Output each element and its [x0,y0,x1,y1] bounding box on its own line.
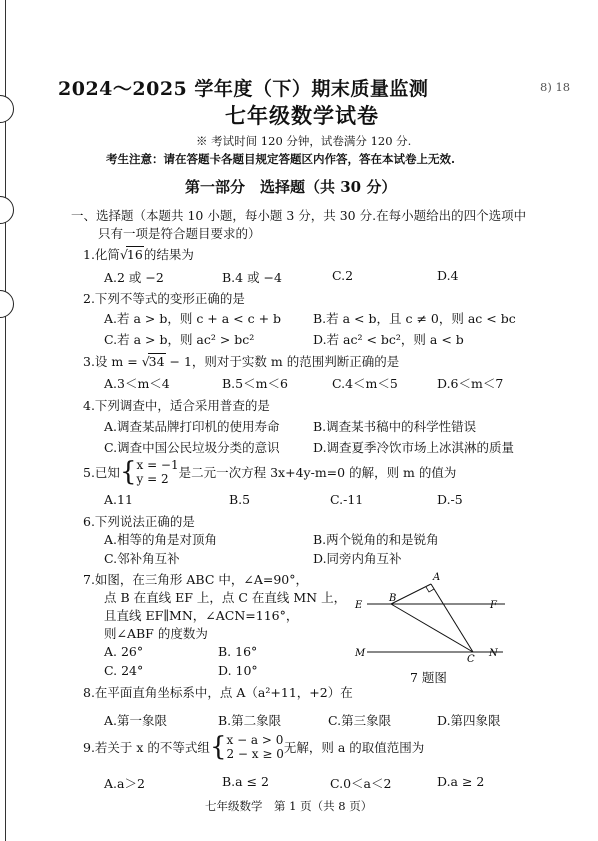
question-2-option-c: C.若 a > b，则 ac² > bc² [104,332,255,347]
question-9-option-d: D.a ≥ 2 [437,774,485,789]
question-3-option-d: D.6＜m＜7 [437,376,504,391]
question-2-option-a: A.若 a > b，则 c + a < c + b [104,311,282,326]
exam-notice: 考生注意：请在答题卡各题目规定答题区内作答，答在本试卷上无效. [106,152,455,166]
question-2-option-b: B.若 a < b，且 c ≠ 0，则 ac < bc [313,311,516,326]
question-8-stem: 8.在平面直角坐标系中，点 A（a²+11，+2）在 [83,685,353,700]
question-9-option-b: B.a ≤ 2 [222,774,269,789]
section-instructions: 只有一项是符合题目要求的） [98,226,261,241]
question-5-option-b: B.5 [229,492,251,507]
question-7-stem: 点 B 在直线 EF 上，点 C 在直线 MN 上， [104,590,347,605]
section-instructions: 一、选择题（本题共 10 小题，每小题 3 分，共 30 分.在每小题给出的四个选项中 [71,208,527,223]
question-7-option-a: A. 26° [104,644,144,659]
question-7-figure-caption: 7 题图 [410,670,447,685]
question-9-option-a: A.a＞2 [104,776,145,791]
question-6-option-a: A.相等的角是对顶角 [104,532,218,547]
binding-hole [0,290,14,318]
question-8-option-a: A.第一象限 [104,713,168,728]
question-3-option-a: A.3＜m＜4 [104,376,170,391]
segment-ac [431,584,473,652]
label-n: N [489,648,498,659]
question-7-stem: 7.如图，在三角形 ABC 中，∠A=90°， [83,572,309,587]
page-stamp: 8) 18 [540,80,571,94]
question-1-option-d: D.4 [437,268,459,283]
label-f: F [490,600,497,611]
binding-hole [0,95,14,123]
question-2-stem: 2.下列不等式的变形正确的是 [83,291,245,306]
question-6-option-d: D.同旁内角互补 [313,551,402,566]
binding-hole [0,196,14,224]
label-e: E [355,600,363,611]
question-4-option-d: D.调查夏季冷饮市场上冰淇淋的质量 [313,440,515,455]
question-7-figure [345,568,515,663]
question-7-option-b: B. 16° [218,644,258,659]
question-2-option-d: D.若 ac² < bc²，则 a < b [313,332,464,347]
question-4-option-c: C.调查中国公民垃圾分类的意识 [104,440,280,455]
question-3-option-c: C.4＜m＜5 [332,376,398,391]
label-a: A [433,572,441,583]
page-footer: 七年级数学 第 1 页（共 8 页） [205,799,373,813]
question-8-option-d: D.第四象限 [437,713,501,728]
question-1-option-c: C.2 [332,268,354,283]
label-b: B [389,593,397,604]
question-7-option-c: C. 24° [104,663,144,678]
exam-info: ※ 考试时间 120 分钟，试卷满分 120 分. [196,134,412,148]
question-9-stem: 9.若关于 x 的不等式组{x − a > 0 2 − x ≥ 0无解，则 a 的取值范围为 [83,732,425,762]
question-9-option-c: C.0＜a＜2 [330,776,392,791]
question-4-option-b: B.调查某书稿中的科学性错误 [313,419,477,434]
question-7-stem: 且直线 EF∥MN，∠ACN=116°， [104,608,299,623]
question-1-option-a: A.2 或 −2 [104,270,164,285]
exam-subtitle: 七年级数学试卷 [225,103,379,128]
question-5-option-d: D.-5 [437,492,463,507]
question-7-stem: 则∠ABF 的度数为 [104,626,208,641]
question-1-stem: 1.化简√16的结果为 [83,247,194,262]
question-5-option-c: C.-11 [330,492,364,507]
question-6-option-c: C.邻补角互补 [104,551,180,566]
question-6-stem: 6.下列说法正确的是 [83,514,195,529]
label-c: C [467,654,475,663]
segment-ab [391,584,431,604]
question-5-option-a: A.11 [104,492,133,507]
question-4-stem: 4.下列调查中，适合采用普查的是 [83,398,270,413]
binding-line [5,0,6,841]
question-1-option-b: B.4 或 −4 [222,270,282,285]
question-8-option-b: B.第二象限 [218,713,282,728]
question-5-stem: 5.已知{x = −1 y = 2 是二元一次方程 3x+4y-m=0 的解，则 m 的值为 [83,457,457,487]
segment-bc [391,604,473,652]
section-heading: 第一部分 选择题（共 30 分） [185,178,397,196]
question-8-option-c: C.第三象限 [328,713,392,728]
question-3-stem: 3.设 m = √34 − 1，则对于实数 m 的范围判断正确的是 [83,354,400,369]
question-7-option-d: D. 10° [218,663,258,678]
question-6-option-b: B.两个锐角的和是锐角 [313,532,439,547]
exam-title: 2024～2025 学年度（下）期末质量监测 [58,78,429,100]
question-3-option-b: B.5＜m＜6 [222,376,288,391]
label-m: M [355,648,366,659]
question-4-option-a: A.调查某品牌打印机的使用寿命 [104,419,280,434]
